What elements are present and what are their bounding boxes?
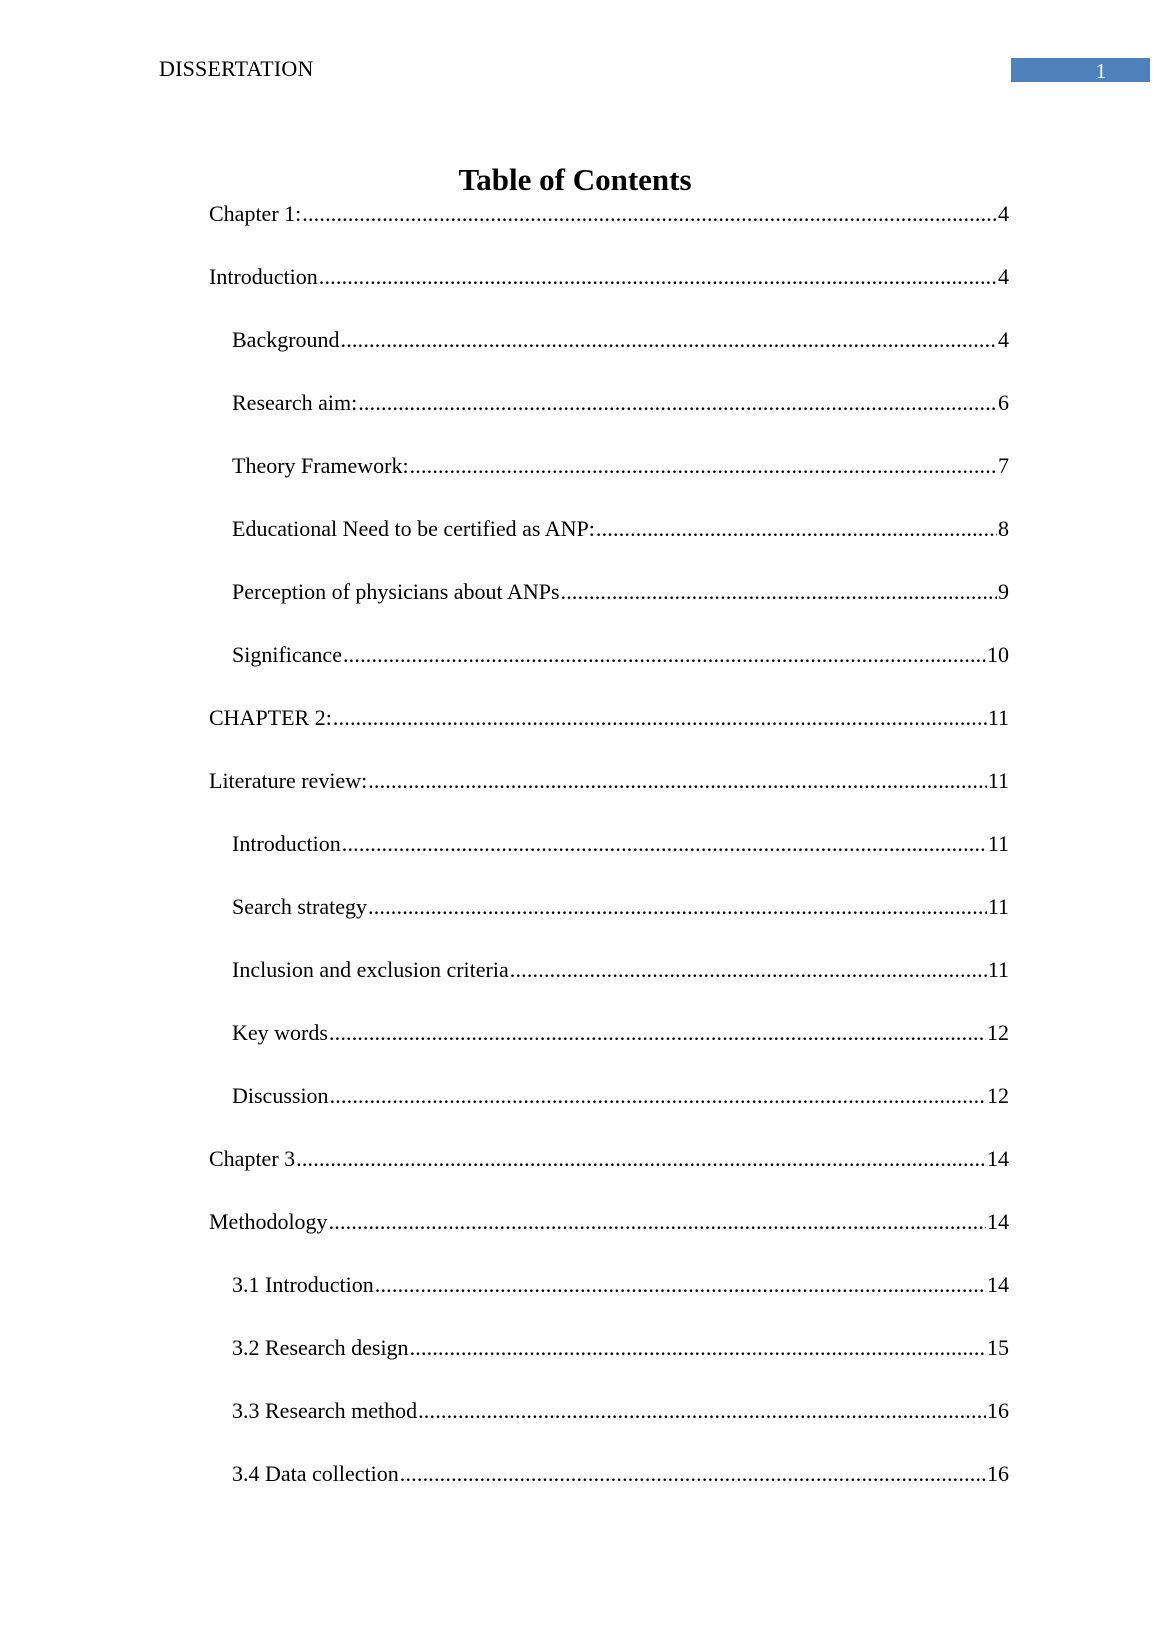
- toc-entry-label: 3.1 Introduction: [232, 1272, 374, 1297]
- toc-entry-label: Discussion: [232, 1083, 329, 1108]
- toc-dot-leader: [341, 325, 997, 355]
- toc-entry-label: Chapter 1:: [209, 201, 302, 226]
- toc-entry-page-number: 4: [998, 327, 1009, 352]
- toc-dot-leader: [375, 1270, 986, 1300]
- toc-entry[interactable]: [209, 1459, 1009, 1522]
- toc-dot-leader: [329, 1018, 986, 1048]
- toc-entry-label: Background: [232, 327, 340, 352]
- toc-dot-leader: [358, 388, 997, 418]
- toc-entry[interactable]: [209, 955, 1009, 1018]
- toc-dot-leader: [330, 1081, 986, 1111]
- toc-entry-page-number: 14: [987, 1209, 1009, 1234]
- toc-entry-page-number: 9: [998, 579, 1009, 604]
- toc-entry-page-number: 15: [987, 1335, 1009, 1360]
- toc-dot-leader: [510, 955, 987, 985]
- toc-entry-page-number: 6: [998, 390, 1009, 415]
- toc-dot-leader: [561, 577, 997, 607]
- toc-dot-leader: [410, 1333, 986, 1363]
- toc-entry-page-number: 16: [987, 1461, 1009, 1486]
- running-header-title: DISSERTATION: [159, 56, 314, 81]
- toc-entry[interactable]: [209, 325, 1009, 388]
- toc-entry-page-number: 11: [987, 831, 1009, 856]
- toc-dot-leader: [418, 1396, 986, 1426]
- toc-entry[interactable]: [209, 1333, 1009, 1396]
- toc-entry-label: Chapter 3: [209, 1146, 296, 1171]
- toc-entry[interactable]: [209, 1144, 1009, 1207]
- toc-entry[interactable]: [209, 451, 1009, 514]
- toc-dot-leader: [302, 199, 997, 229]
- toc-entry[interactable]: [209, 703, 1009, 766]
- toc-entry-label: Perception of physicians about ANPs: [232, 579, 560, 604]
- toc-entry-page-number: 8: [998, 516, 1009, 541]
- toc-dot-leader: [410, 451, 997, 481]
- toc-entry[interactable]: [209, 262, 1009, 325]
- toc-entry[interactable]: [209, 1396, 1009, 1459]
- toc-entry-page-number: 10: [987, 642, 1009, 667]
- toc-entry-label: 3.2 Research design: [232, 1335, 409, 1360]
- toc-dot-leader: [400, 1459, 986, 1489]
- toc-dot-leader: [333, 703, 987, 733]
- toc-entry[interactable]: [209, 1270, 1009, 1333]
- toc-entry-page-number: 12: [987, 1020, 1009, 1045]
- toc-entry[interactable]: [209, 1207, 1009, 1270]
- toc-entry[interactable]: [209, 1018, 1009, 1081]
- toc-entry-page-number: 11: [987, 705, 1009, 730]
- toc-entry-label: Significance: [232, 642, 342, 667]
- toc-dot-leader: [319, 262, 997, 292]
- toc-entry-label: Search strategy: [232, 894, 367, 919]
- toc-entry-label: Research aim:: [232, 390, 358, 415]
- toc-entry-label: 3.4 Data collection: [232, 1461, 399, 1486]
- toc-entry-page-number: 11: [987, 894, 1009, 919]
- toc-entry-label: Introduction: [209, 264, 318, 289]
- toc-entry-label: Educational Need to be certified as ANP:: [232, 516, 595, 541]
- page-number-box: [1011, 58, 1150, 82]
- page-header: [0, 0, 1158, 100]
- toc-dot-leader: [329, 1207, 986, 1237]
- toc-dot-leader: [368, 892, 987, 922]
- toc-dot-leader: [368, 766, 987, 796]
- toc-entry-label: Key words: [232, 1020, 328, 1045]
- toc-entry[interactable]: [209, 766, 1009, 829]
- toc-dot-leader: [343, 640, 986, 670]
- toc-entry[interactable]: [209, 199, 1009, 262]
- toc-entry-label: Theory Framework:: [232, 453, 409, 478]
- toc-entry-page-number: 7: [998, 453, 1009, 478]
- toc-entry-label: Inclusion and exclusion criteria: [232, 957, 509, 982]
- toc-entry-label: Literature review:: [209, 768, 368, 793]
- toc-dot-leader: [596, 514, 997, 544]
- toc-entry-label: Methodology: [209, 1209, 328, 1234]
- toc-entry-page-number: 16: [987, 1398, 1009, 1423]
- toc-entry[interactable]: [209, 640, 1009, 703]
- page-number: 1: [1095, 59, 1107, 83]
- toc-entry-page-number: 14: [987, 1272, 1009, 1297]
- toc-entry[interactable]: [209, 577, 1009, 640]
- toc-entry-page-number: 12: [987, 1083, 1009, 1108]
- toc-entry[interactable]: [209, 388, 1009, 451]
- toc-entry-page-number: 4: [998, 201, 1009, 226]
- toc-entry[interactable]: [209, 1081, 1009, 1144]
- toc-entry-label: Introduction: [232, 831, 341, 856]
- toc-dot-leader: [296, 1144, 986, 1174]
- toc-entry-page-number: 4: [998, 264, 1009, 289]
- toc-entry-page-number: 11: [987, 957, 1009, 982]
- toc-entry-label: CHAPTER 2:: [209, 705, 332, 730]
- toc-title: Table of Contents: [458, 162, 692, 197]
- toc-entry[interactable]: [209, 829, 1009, 892]
- toc-entry[interactable]: [209, 514, 1009, 577]
- toc-entry-page-number: 14: [987, 1146, 1009, 1171]
- toc-entry-label: 3.3 Research method: [232, 1398, 418, 1423]
- toc-entry[interactable]: [209, 892, 1009, 955]
- toc-entry-page-number: 11: [987, 768, 1009, 793]
- toc-dot-leader: [342, 829, 987, 859]
- toc-list: [209, 199, 1009, 1522]
